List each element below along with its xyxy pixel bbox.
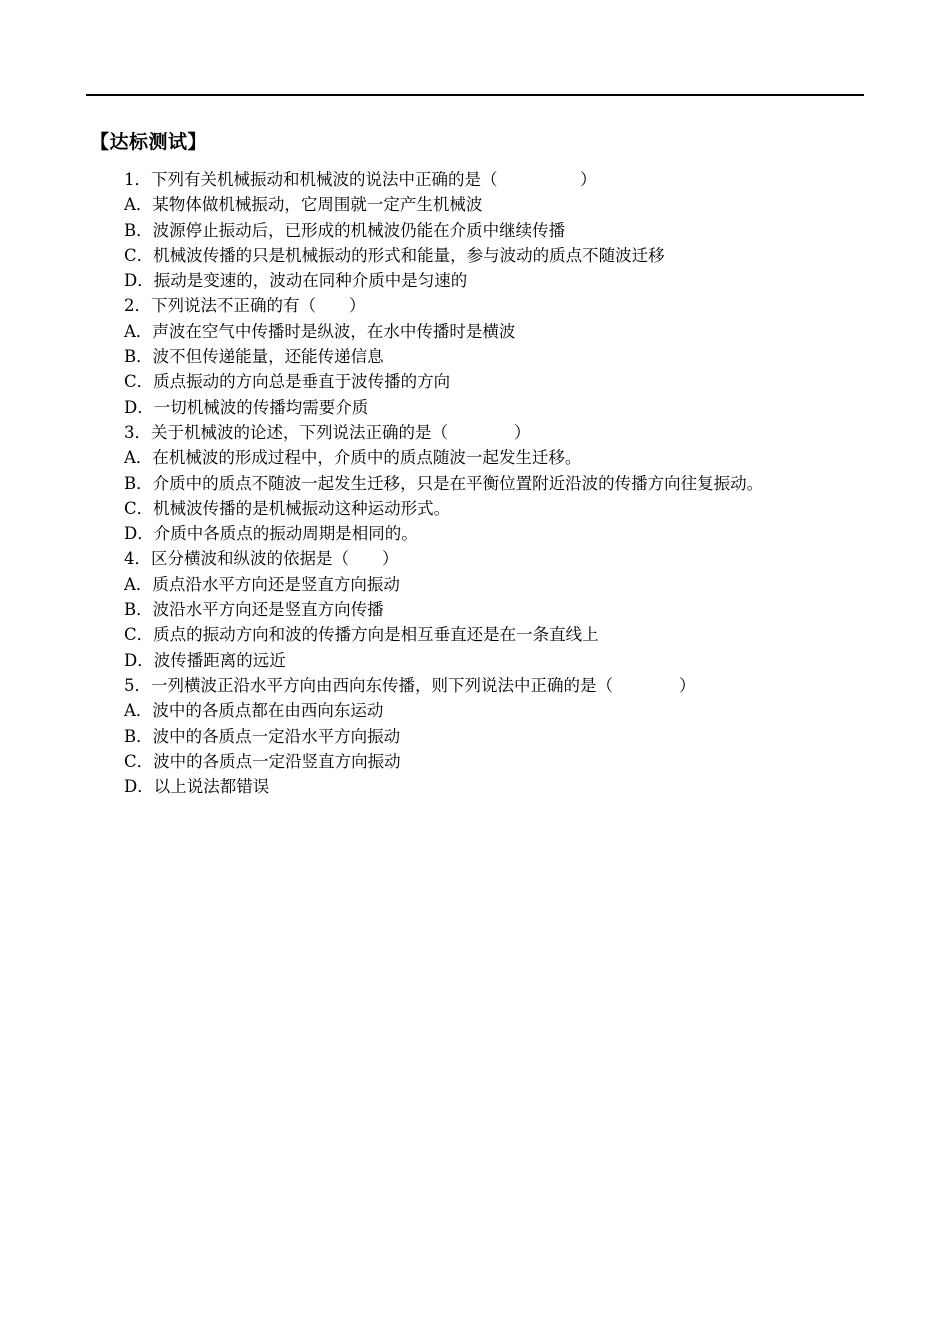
option-a: A．在机械波的形成过程中，介质中的质点随波一起发生迁移。 [124, 448, 582, 468]
question-1 [124, 167, 864, 293]
option-d: D．波传播距离的远近 [124, 650, 286, 670]
option-b: B．波沿水平方向还是竖直方向传播 [124, 600, 384, 620]
question-stem: 5．一列横波正沿水平方向由西向东传播，则下列说法中正确的是（ ） [124, 675, 696, 695]
option-c: C．机械波传播的只是机械振动的形式和能量，参与波动的质点不随波迁移 [124, 245, 665, 265]
option-d: D．以上说法都错误 [124, 777, 270, 797]
question-5 [124, 673, 864, 799]
option-a: A．某物体做机械振动，它周围就一定产生机械波 [124, 195, 483, 215]
question-stem: 4．区分横波和纵波的依据是（ ） [124, 549, 399, 569]
option-d: D．振动是变速的，波动在同种介质中是匀速的 [124, 271, 468, 291]
option-c: C．质点的振动方向和波的传播方向是相互垂直还是在一条直线上 [124, 625, 599, 645]
question-2 [124, 293, 864, 419]
option-c: C．质点振动的方向总是垂直于波传播的方向 [124, 372, 451, 392]
question-stem: 1．下列有关机械振动和机械波的说法中正确的是（ ） [124, 170, 597, 189]
question-3 [124, 420, 864, 546]
option-a: A．质点沿水平方向还是竖直方向振动 [124, 574, 400, 594]
question-stem: 3．关于机械波的论述，下列说法正确的是（ ） [124, 422, 531, 442]
header-rule [86, 94, 864, 96]
option-c: C．机械波传播的是机械振动这种运动形式。 [124, 498, 451, 518]
option-b: B．介质中的质点不随波一起发生迁移，只是在平衡位置附近沿波的传播方向往复振动。 [124, 473, 764, 493]
option-a: A．声波在空气中传播时是纵波，在水中传播时是横波 [124, 321, 516, 341]
section-title: 【达标测试】 [90, 131, 208, 153]
option-b: B．波不但传递能量，还能传递信息 [124, 347, 384, 367]
question-4 [124, 546, 864, 672]
question-stem: 2．下列说法不正确的有（ ） [124, 296, 366, 316]
option-d: D．介质中各质点的振动周期是相同的。 [124, 524, 418, 544]
option-d: D．一切机械波的传播均需要介质 [124, 397, 369, 417]
option-b: B．波中的各质点一定沿水平方向振动 [124, 726, 401, 746]
option-c: C．波中的各质点一定沿竖直方向振动 [124, 751, 401, 771]
question-list [124, 167, 864, 799]
option-b: B．波源停止振动后，已形成的机械波仍能在介质中继续传播 [124, 220, 566, 240]
option-a: A．波中的各质点都在由西向东运动 [124, 701, 384, 721]
